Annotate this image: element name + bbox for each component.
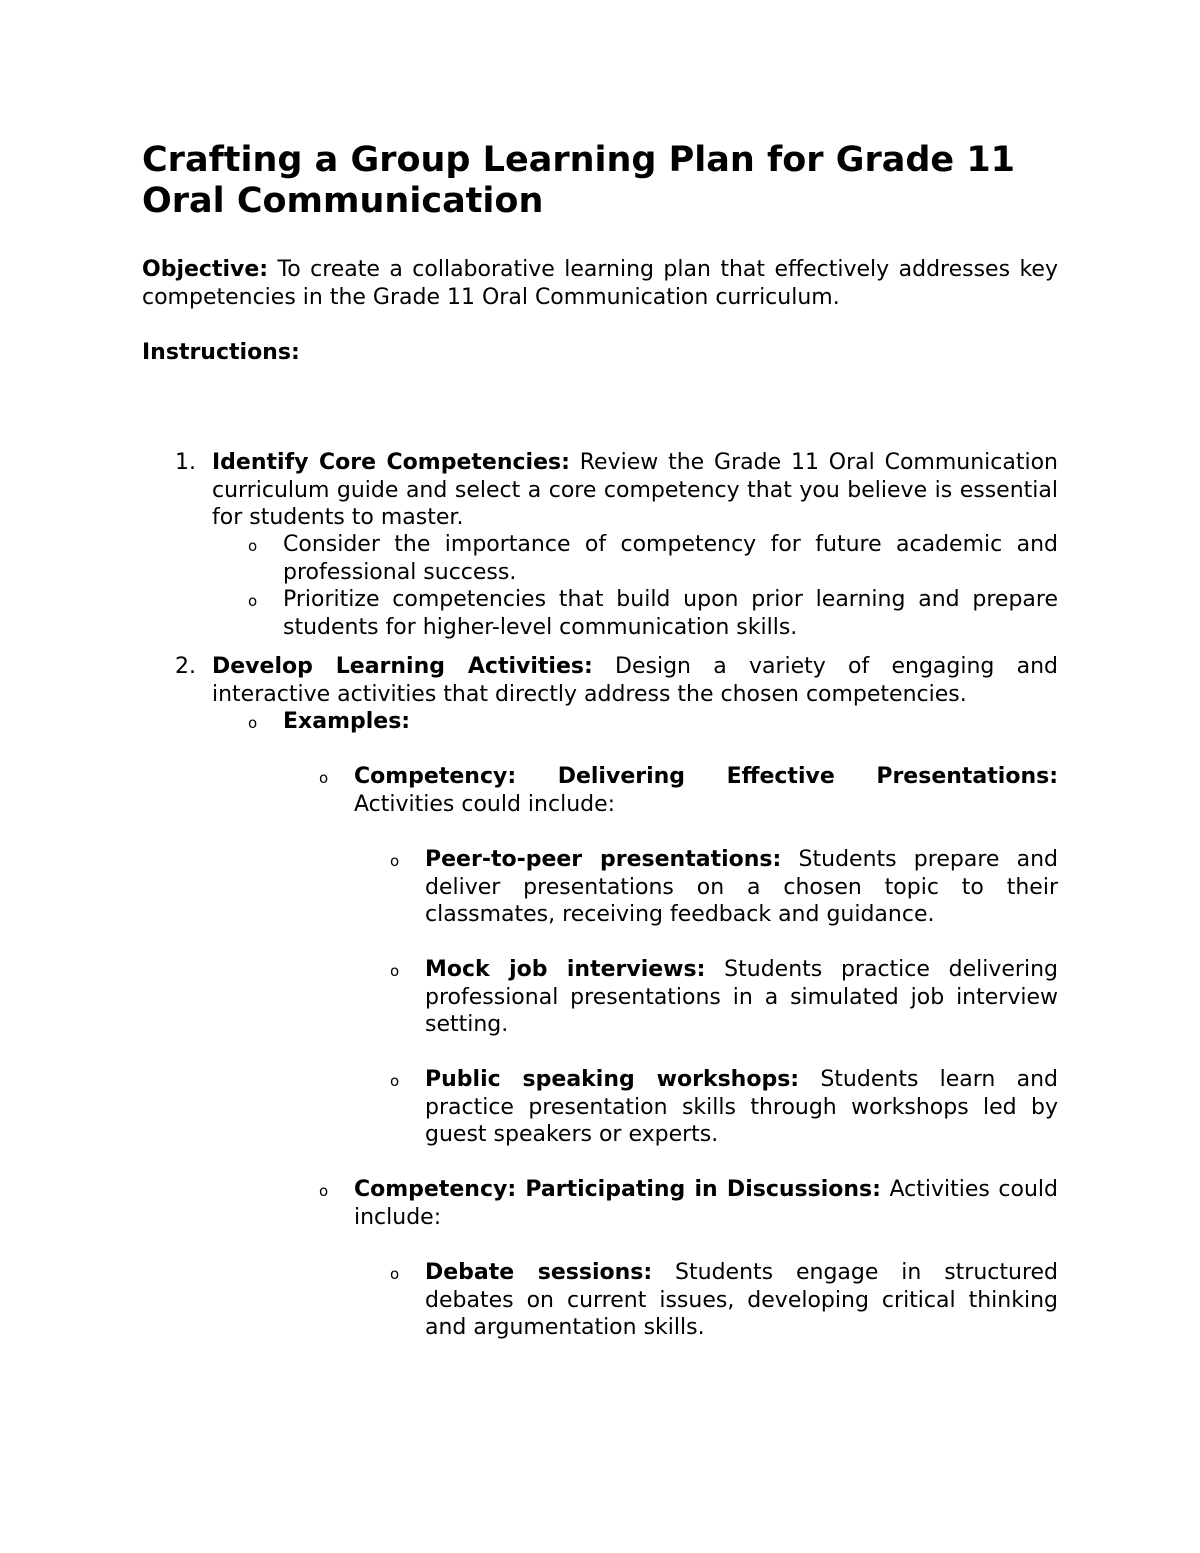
document-title: Crafting a Group Learning Plan for Grade 11 Oral Communication bbox=[142, 140, 1016, 221]
activity-text: Students engage in structured debates on current issues, developing critical thinking and argumentation skills. bbox=[425, 1260, 1058, 1340]
activity-heading: Mock job interviews: bbox=[425, 957, 706, 982]
step-identify-core-competencies bbox=[212, 449, 1058, 532]
competency-heading: Competency: Delivering Effective Presentations: bbox=[354, 764, 1058, 789]
bullet-icon: o bbox=[319, 1182, 329, 1200]
examples-label: Examples: bbox=[283, 709, 411, 734]
activity-heading: Peer-to-peer presentations: bbox=[425, 847, 782, 872]
activity-mock-interviews bbox=[425, 956, 1058, 1039]
objective-text: To create a collaborative learning plan that effectively addresses key competencies in the Grade 11 Oral Communication curriculum. bbox=[142, 257, 1058, 310]
step-number: 2. bbox=[175, 654, 196, 679]
activity-heading: Debate sessions: bbox=[425, 1260, 653, 1285]
bullet-icon: o bbox=[248, 537, 258, 555]
activity-heading: Public speaking workshops: bbox=[425, 1067, 800, 1092]
activity-text: Students learn and practice presentation skills through workshops led by guest speakers or experts. bbox=[425, 1067, 1059, 1147]
competency-heading: Competency: Participating in Discussions: bbox=[354, 1177, 881, 1202]
activity-text: Students prepare and deliver presentations on a chosen topic to their classmates, receiving feedback and guidance. bbox=[425, 847, 1059, 927]
instructions-heading: Instructions: bbox=[142, 340, 300, 365]
list-item: Prioritize competencies that build upon prior learning and prepare students for higher-level communication skills. bbox=[283, 587, 1058, 640]
objective-label: Objective: bbox=[142, 257, 269, 282]
bullet-icon: o bbox=[319, 769, 329, 787]
list-item: Consider the importance of competency for future academic and professional success. bbox=[283, 532, 1058, 585]
activity-peer-presentations bbox=[425, 846, 1058, 929]
competency-participating-discussions bbox=[354, 1176, 1058, 1231]
bullet-icon: o bbox=[390, 1072, 400, 1090]
bullet-icon: o bbox=[390, 962, 400, 980]
step-develop-learning-activities bbox=[212, 653, 1058, 708]
competency-text: Activities could include: bbox=[354, 791, 616, 817]
step-number: 1. bbox=[175, 450, 196, 475]
competency-text: Activities could include: bbox=[354, 1177, 1058, 1230]
bullet-icon: o bbox=[248, 714, 258, 732]
bullet-icon: o bbox=[390, 852, 400, 870]
activity-text: Students practice delivering professional presentations in a simulated job interview setting. bbox=[425, 957, 1058, 1037]
step-text: Review the Grade 11 Oral Communication curriculum guide and select a core competency that you believe is essential for students to master. bbox=[212, 450, 1058, 530]
activity-public-speaking bbox=[425, 1066, 1058, 1149]
step-heading: Identify Core Competencies: bbox=[212, 450, 570, 475]
objective-paragraph bbox=[142, 256, 1058, 312]
step-heading: Develop Learning Activities: bbox=[212, 654, 593, 679]
competency-delivering-presentations bbox=[354, 763, 1058, 818]
bullet-icon: o bbox=[390, 1265, 400, 1283]
step-text: Design a variety of engaging and interactive activities that directly address the chosen competencies. bbox=[212, 654, 1059, 707]
activity-debate-sessions bbox=[425, 1259, 1058, 1342]
bullet-icon: o bbox=[248, 592, 258, 610]
